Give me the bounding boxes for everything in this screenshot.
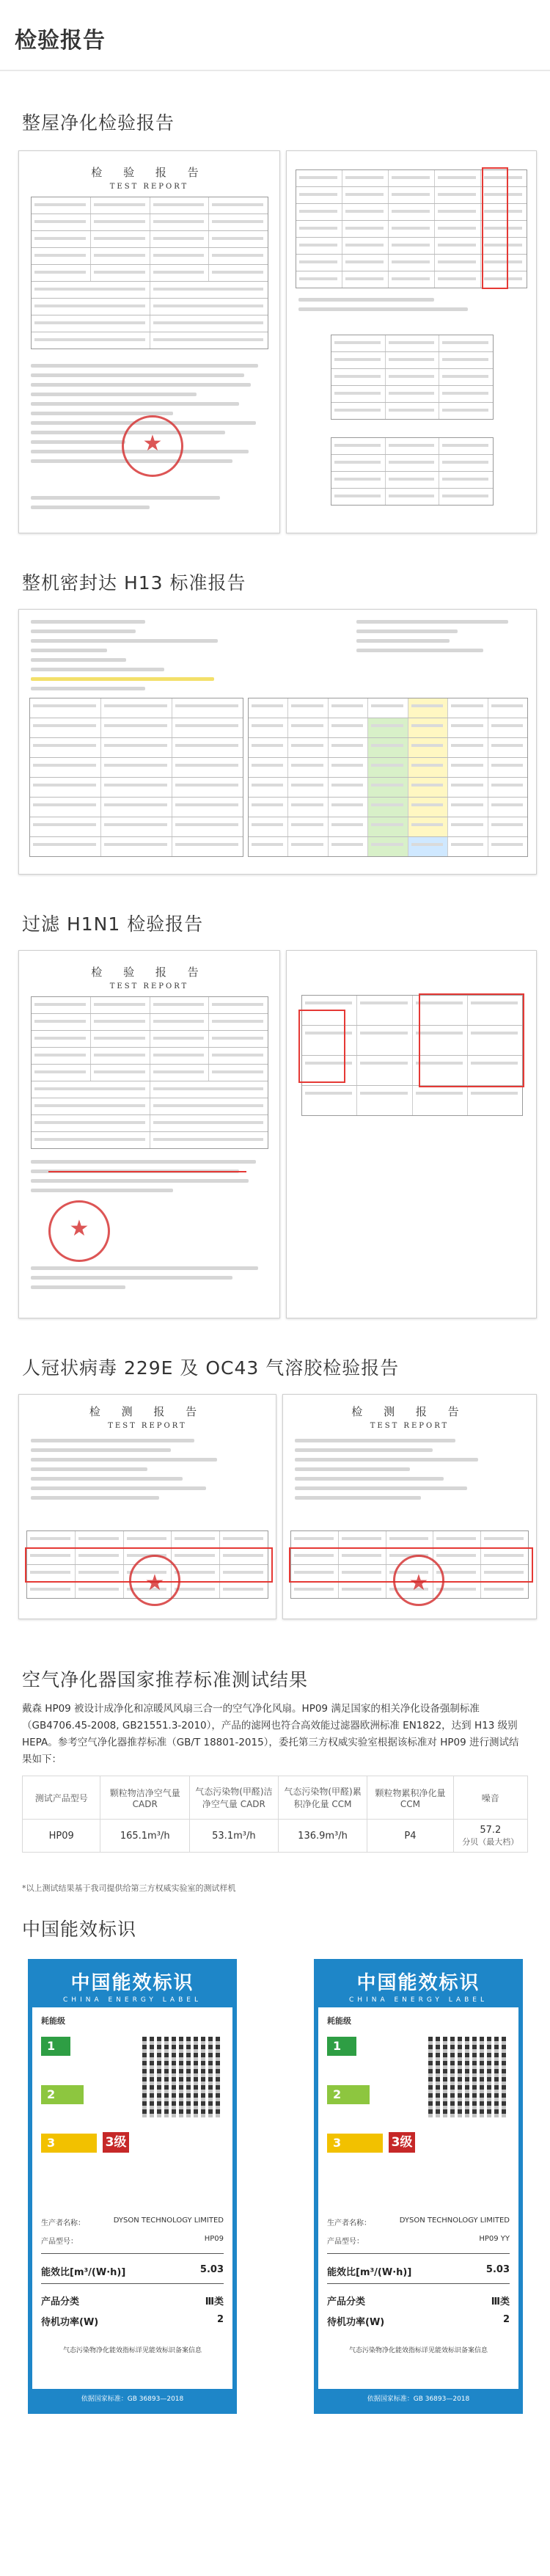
divider bbox=[327, 2283, 510, 2284]
grade-bar-2: 2 bbox=[41, 2085, 84, 2104]
efficiency-row: 能效比[m³/(W·h)] 5.03 bbox=[41, 2264, 224, 2278]
report-heading: 检 验 报 告 bbox=[91, 966, 208, 979]
report-document-h13 bbox=[18, 609, 537, 875]
energy-label-banner bbox=[32, 1963, 232, 2007]
section-title-h13: 整机密封达 H13 标准报告 bbox=[22, 572, 246, 594]
noise-value: 57.2 bbox=[480, 1824, 502, 1836]
page-title: 检验报告 bbox=[15, 28, 106, 54]
highlight-box bbox=[482, 167, 508, 289]
qr-code-overlay bbox=[428, 2037, 509, 2117]
divider bbox=[41, 2283, 224, 2284]
section-title-h1n1: 过滤 H1N1 检验报告 bbox=[22, 913, 204, 935]
report-subheading: TEST REPORT bbox=[108, 1422, 187, 1430]
consumption-note: 气态污染物净化能效指标详见能效标识备案信息 bbox=[348, 2347, 488, 2354]
particle-ccm-cell: P4 bbox=[367, 1820, 453, 1853]
energy-label-subtitle: CHINA ENERGY LABEL bbox=[349, 1996, 488, 2004]
red-seal-icon bbox=[129, 1555, 180, 1606]
recommend-description: 戴森 HP09 被设计成净化和凉暖风风扇三合一的空气净化风扇。HP09 满足国家的相关净化设备强制标准（GB4706.45-2008, GB21551.3-2010），产品的滤网也符合高效能过滤器欧洲标准 EN1822，达到 H13 级别 HEPA。参考空气净化器推荐标准（GB/T 18801-2015），委托第三方权威实验室根据该标准对 HP09 进行测试结果如下： bbox=[22, 1703, 519, 1765]
divider bbox=[327, 2253, 510, 2254]
class-row: 产品分类 Ⅲ类 bbox=[41, 2296, 224, 2307]
red-seal-icon bbox=[393, 1555, 444, 1606]
energy-label-card bbox=[314, 1959, 523, 2414]
energy-standard: 依据国家标准：GB 36893—2018 bbox=[32, 2389, 232, 2409]
report-info-table bbox=[31, 197, 268, 349]
energy-label-title: 中国能效标识 bbox=[70, 1972, 194, 1994]
section-title-energy: 中国能效标识 bbox=[22, 1919, 137, 1940]
grade-bar-1: 1 bbox=[41, 2037, 70, 2056]
particle-cadr-cell: 165.1m³/h bbox=[100, 1820, 190, 1853]
consumption-note: 气态污染物净化能效指标详见能效标识备案信息 bbox=[62, 2347, 202, 2354]
report-subheading: TEST REPORT bbox=[109, 982, 189, 990]
standby-row: 待机功率(W) 2 bbox=[41, 2314, 224, 2328]
highlight-box bbox=[298, 1010, 345, 1083]
report-document-covid-right bbox=[282, 1394, 537, 1619]
divider bbox=[41, 2253, 224, 2254]
report-document-h1n1-left bbox=[18, 950, 280, 1318]
producer-row: 生产者名称： DYSON TECHNOLOGY LIMITED bbox=[41, 2216, 224, 2227]
column-header: 气态污染物(甲醛)累积净化量 CCM bbox=[278, 1776, 367, 1820]
noise-cell bbox=[453, 1820, 527, 1853]
section-title-covid: 人冠状病毒 229E 及 OC43 气溶胶检验报告 bbox=[22, 1357, 400, 1379]
report-subheading: TEST REPORT bbox=[109, 183, 189, 191]
report-document-covid-left bbox=[18, 1394, 276, 1619]
grade-bar-3: 3 bbox=[41, 2134, 97, 2153]
producer-row: 生产者名称： DYSON TECHNOLOGY LIMITED bbox=[327, 2216, 510, 2227]
report-document-purification-right bbox=[286, 150, 537, 533]
grade-bar-3: 3 bbox=[327, 2134, 383, 2153]
current-grade-arrow: 3级 bbox=[389, 2132, 415, 2153]
efficiency-row: 能效比[m³/(W·h)] 5.03 bbox=[327, 2264, 510, 2278]
highlight-underline bbox=[48, 1171, 246, 1172]
model-row: 产品型号： HP09 bbox=[41, 2235, 224, 2246]
table-row bbox=[23, 1820, 528, 1853]
energy-label-card bbox=[28, 1959, 237, 2414]
section-title-purification: 整屋净化检验报告 bbox=[22, 112, 175, 134]
report-document-purification-left bbox=[18, 150, 280, 533]
red-seal-icon bbox=[48, 1200, 110, 1262]
standby-row: 待机功率(W) 2 bbox=[327, 2314, 510, 2328]
report-info-table bbox=[31, 996, 268, 1149]
formaldehyde-ccm-cell: 136.9m³/h bbox=[278, 1820, 367, 1853]
header-bar bbox=[0, 0, 550, 71]
energy-label-title: 中国能效标识 bbox=[356, 1972, 480, 1994]
column-header: 颗粒物累积净化量 CCM bbox=[367, 1776, 453, 1820]
appendix-table-2 bbox=[331, 437, 494, 506]
recommend-footnote: *以上测试结果基于我司提供给第三方权威实验室的测试样机 bbox=[22, 1883, 236, 1893]
column-header: 噪音 bbox=[453, 1776, 527, 1820]
highlight-box bbox=[419, 993, 524, 1087]
grade-bar-1: 1 bbox=[327, 2037, 356, 2056]
column-header: 测试产品型号 bbox=[23, 1776, 100, 1820]
table-header-row bbox=[23, 1776, 528, 1820]
recommend-results-table bbox=[22, 1776, 528, 1853]
class-row: 产品分类 Ⅲ类 bbox=[327, 2296, 510, 2307]
qr-code-overlay bbox=[142, 2037, 223, 2117]
report-subheading: TEST REPORT bbox=[370, 1422, 450, 1430]
report-heading: 检 测 报 告 bbox=[89, 1405, 206, 1418]
section-title-recommend: 空气净化器国家推荐标准测试结果 bbox=[22, 1669, 309, 1690]
energy-label-subtitle: CHINA ENERGY LABEL bbox=[63, 1996, 202, 2004]
report-heading: 检 验 报 告 bbox=[91, 166, 208, 179]
report-heading: 检 测 报 告 bbox=[351, 1405, 468, 1418]
model-row: 产品型号： HP09 YY bbox=[327, 2235, 510, 2246]
column-header: 气态污染物(甲醛)洁净空气量 CADR bbox=[190, 1776, 279, 1820]
appendix-table bbox=[331, 335, 494, 420]
noise-unit: 分贝（最大档） bbox=[462, 1836, 519, 1847]
red-seal-icon bbox=[122, 415, 183, 477]
h13-particle-table bbox=[248, 698, 528, 857]
h13-filter-table bbox=[29, 698, 243, 857]
formaldehyde-cadr-cell: 53.1m³/h bbox=[190, 1820, 279, 1853]
energy-standard: 依据国家标准：GB 36893—2018 bbox=[318, 2389, 518, 2409]
model-cell: HP09 bbox=[23, 1820, 100, 1853]
column-header: 颗粒物洁净空气量 CADR bbox=[100, 1776, 190, 1820]
report-document-h1n1-right bbox=[286, 950, 537, 1318]
energy-grade-heading: 耗能级 bbox=[41, 2016, 65, 2026]
grade-bar-2: 2 bbox=[327, 2085, 370, 2104]
energy-label-banner bbox=[318, 1963, 518, 2007]
energy-grade-heading: 耗能级 bbox=[327, 2016, 351, 2026]
current-grade-arrow: 3级 bbox=[103, 2132, 129, 2153]
